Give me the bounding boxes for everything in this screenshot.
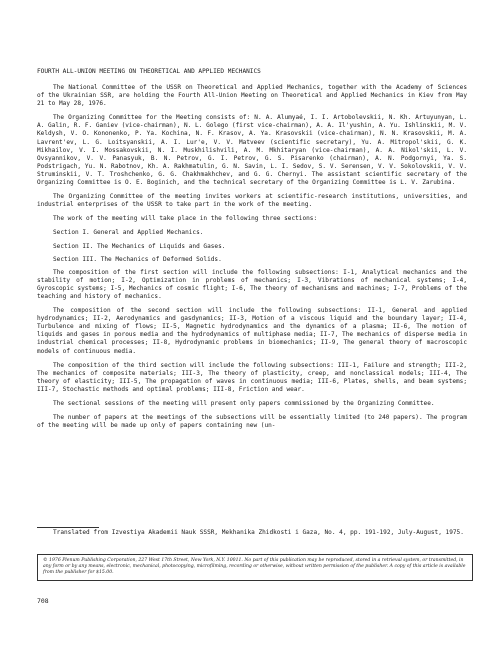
paragraph: The work of the meeting will take place in the following three sections: [53,215,318,223]
paragraph: The Organizing Committee of the meeting invites workers at scientific-research institutions, universities, and industrial enterprises of the USSR to take part in the work of the meeting. [37,193,467,209]
paragraph: The number of papers at the meetings of the subsections will be essentially limited (to 240 papers). The program of the meeting will be made up only of papers containing new (un- [37,414,467,430]
paragraph: The composition of the first section will include the following subsections: I-1, Analytical mechanics and the stability of motion; I-2, Optimization in problems of mechanics; I-3, Vibrations of mechanical systems; I-4, Gyroscopic systems; I-5, Mechanics of cosmic flight; I-6, The theory of mechanisms and machines; I-7, Problems of the teaching and history of mechanics. [37,268,467,300]
article-body [37,84,467,436]
paragraph: The composition of the third section will include the following subsections: III-1, Failure and strength; III-2, The mechanics of composite materials; III-3, The theory of plasticity, creep, and nonclassical models; III-4, The theory of elasticity; III-5, The propagation of waves in continuous media; III-6, Plates, shells, and beam systems; III-7, Stochastic methods and optimal problems; III-8, Friction and wear. [37,361,467,393]
paragraph: The National Committee of the USSR on Theoretical and Applied Mechanics, together with the Academy of Sciences of the Ukrainian SSR, are holding the Fourth All-Union Meeting on Theoretical and Applied Mechanics in Kiev from May 21 to May 28, 1976. [37,84,467,108]
paragraph: The composition of the second section will include the following subsections: II-1, General and applied hydrodynamics; II-2, Aerodynamics and gasdynamics; II-3, Motion of a viscous liquid and the boundary layer; II-4, Turbulence and mixing of flows; II-5, Magnetic hydrodynamics and the dynamics of a plasma; II-6, The motion of liquids and gases in porous media and the hydrodynamics of multiphase media; II-7, The mechanics of disperse media in industrial chemical processes; II-8, Hydrodynamic problems in biomechanics; II-9, The general theory of macroscopic models of continuous media. [37,307,467,355]
footnote-rule [37,527,99,528]
paragraph: The Organizing Committee for the Meeting consists of: N. A. Alumyaé, I. I. Artobolevskii, N. Kh. Artuyunyan, L. A. Galin, R. F. Ganiev (vice-chairman), N. L. Golego (first vice-chairman), A. A. Il'yushin, A. Yu. Ishlinskii, M. V. Keldysh, V. O. Kononenko, P. Ya. Kochina, N. F. Krasov, A. Ya. Krasovskii (vice-chairman), N. N. Krasovskii, M. A. Lavrent'ev, L. G. Loitsyanskii, A. I. Lur'e, V. V. Matveev (scientific secretary), Yu. A. Mitropol'skii, G. K. Mikhailov, V. I. Mossakovskii, N. I. Muskhilishvili, A. M. Mkhitaryan (vice-chairman), A. A. Nikol'skii, L. V. Ovsyannikov, V. V. Panasyuk, B. N. Petrov, G. I. Petrov, G. S. Pisarenko (chairman), A. N. Podgornyi, Ya. S. Podstrigach, Yu. N. Rabotnov, Kh. A. Rakhmatulin, G. N. Savin, L. I. Sedov, S. V. Serensen, V. V. Sokolovskii, V. V. Struminskii, V. T. Troshchenko, G. G. Chakhmakhchev, and G. G. Chernyi. The assistant scientific secretary of the Organizing Committee is O. E. Boginich, and the technical secretary of the Organizing Committee is L. V. Zarubina. [37,114,467,187]
translation-footnote: Translated from Izvestiya Akademii Nauk SSSR, Mekhanika Zhidkosti i Gaza, No. 4, pp. 191-192, July-August, 1975. [53,529,464,536]
page-number: 708 [37,597,49,605]
section-line: Section III. The Mechanics of Deformed Solids. [53,255,222,263]
section-line: Section II. The Mechanics of Liquids and Gases. [53,242,226,250]
section-line: Section I. General and Applied Mechanics. [53,229,204,237]
copyright-notice: © 1976 Plenum Publishing Corporation, 227 West 17th Street, New York, N.Y. 10011. No part of this publication may be reproduced, stored in a retrieval system, or transmitted, in any form or by any means, electronic, mechanical, photocopying, microfilming, recording or otherwise, without written permission of the publisher. A copy of this article is available from the publisher for $15.00. [37,554,473,581]
paragraph: The sectional sessions of the meeting will present only papers commissioned by the Organizing Committee. [53,400,435,407]
article-title: FOURTH ALL-UNION MEETING ON THEORETICAL AND APPLIED MECHANICS [37,68,261,75]
